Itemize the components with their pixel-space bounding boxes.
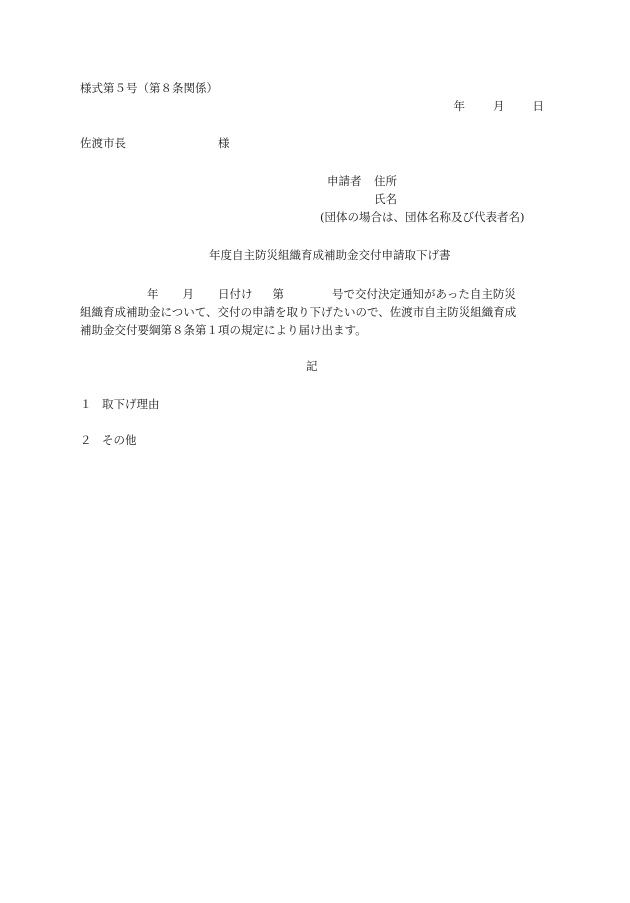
body-month: 月: [182, 287, 194, 301]
date-month: 月: [493, 99, 505, 113]
record-mark: 記: [306, 359, 318, 373]
date-year: 年: [453, 99, 465, 113]
addressee-honorific: 様: [218, 136, 230, 150]
body-line-1: [80, 286, 550, 304]
applicant-address-label: 住所: [374, 174, 397, 188]
date-line: [454, 101, 545, 113]
body-year: 年: [147, 287, 159, 301]
item-label: その他: [102, 433, 137, 447]
addressee-name: 佐渡市長: [80, 136, 126, 150]
list-item: [80, 435, 137, 447]
applicant-label: 申請者: [327, 174, 362, 188]
item-label: 取下げ理由: [102, 397, 160, 411]
body-line-3: 補助金交付要綱第８条第１項の規定により届け出ます。: [80, 322, 367, 337]
body-dated: 日付け: [218, 287, 253, 301]
body-text: [80, 286, 550, 339]
body-line-2: 組織育成補助金について、交付の申請を取り下げたいので、佐渡市自主防災組織育成: [80, 304, 517, 319]
form-number: 様式第５号（第８条関係）: [80, 81, 218, 95]
addressee: [80, 138, 230, 150]
body-dai: 第: [272, 287, 284, 301]
date-day: 日: [532, 99, 544, 113]
item-number: ２: [80, 433, 92, 447]
list-item: [80, 399, 160, 411]
body-rest-1: 号で交付決定通知があった自主防災: [332, 287, 516, 301]
document-title: 年度自主防災組織育成補助金交付申請取下げ書: [209, 248, 451, 262]
item-number: １: [80, 397, 92, 411]
applicant-note: (団体の場合は、団体名称及び代表者名): [320, 210, 525, 224]
applicant-name-label: 氏名: [374, 192, 397, 206]
